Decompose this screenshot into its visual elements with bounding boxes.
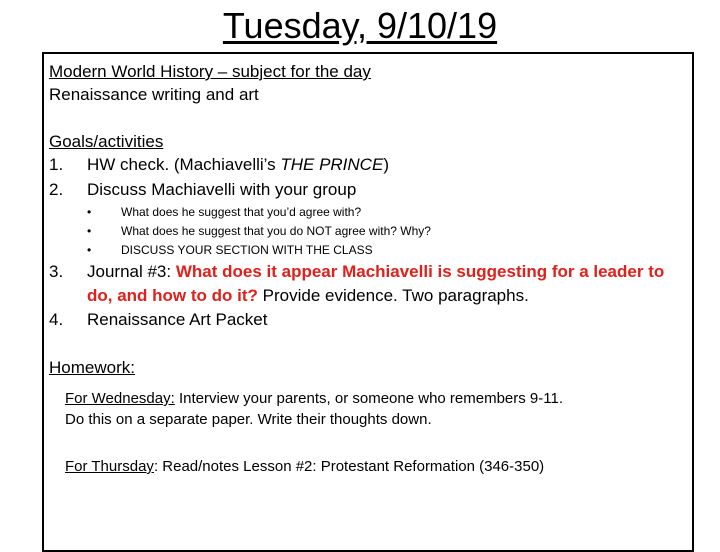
homework-thursday-text: : Read/notes Lesson #2: Protestant Reformation (346-350) xyxy=(153,458,545,475)
bullet-item-3 xyxy=(87,242,647,258)
goal-item-1-text-a: HW check. (Machiavelli’s xyxy=(87,155,281,174)
bullet-item-1-text: What does he suggest that you’d agree with? xyxy=(121,205,362,219)
slide-title-text: Tuesday, 9/10/19 xyxy=(222,5,498,46)
goal-item-3-text-b: Provide evidence. Two paragraphs. xyxy=(257,286,529,305)
homework-wednesday xyxy=(65,389,563,409)
goal-item-4 xyxy=(49,309,689,331)
goal-item-4-number: 4. xyxy=(49,310,64,329)
bullet-glyph: • xyxy=(87,224,92,238)
homework-wednesday-label: For Wednesday: xyxy=(65,390,175,407)
goal-item-2-text: Discuss Machiavelli with your group xyxy=(87,180,357,199)
subject-text: Renaissance writing and art xyxy=(49,85,259,104)
goal-item-3-question-cont: do, and how to do it? xyxy=(87,286,258,305)
homework-thursday-label: For Thursday xyxy=(65,458,154,475)
goals-heading: Goals/activities xyxy=(49,132,164,151)
homework-heading: Homework: xyxy=(49,358,135,377)
goal-item-3-line-2 xyxy=(87,285,529,307)
goal-item-1-text xyxy=(87,154,389,176)
bullet-item-1 xyxy=(87,204,647,220)
goal-item-1-text-c: ) xyxy=(383,155,389,174)
slide-title xyxy=(0,4,720,48)
bullet-glyph: • xyxy=(87,243,92,257)
bullet-item-3-text: DISCUSS YOUR SECTION WITH THE CLASS xyxy=(121,243,373,257)
bullet-item-2-text: What does he suggest that you do NOT agree with? Why? xyxy=(121,224,431,238)
bullet-item-2 xyxy=(87,223,647,239)
homework-wednesday-line-2: Do this on a separate paper. Write their thoughts down. xyxy=(65,411,432,428)
goal-item-3 xyxy=(49,261,689,307)
goal-item-1-book-title: THE PRINCE xyxy=(280,155,384,174)
homework-wednesday-line-1: Interview your parents, or someone who remembers 9-11. xyxy=(174,390,564,407)
goal-item-2 xyxy=(49,179,689,201)
goal-item-1-number: 1. xyxy=(49,155,64,174)
goal-item-3-line-1 xyxy=(87,261,664,283)
goal-item-3-text-a: Journal #3: xyxy=(87,262,176,281)
goal-item-1 xyxy=(49,154,689,176)
homework-thursday xyxy=(65,457,544,477)
goal-item-3-question: What does it appear Machiavelli is suggesting for a leader to xyxy=(175,262,665,281)
subject-heading: Modern World History – subject for the day xyxy=(49,62,371,81)
goal-item-3-number: 3. xyxy=(49,262,64,281)
bullet-glyph: • xyxy=(87,205,92,219)
goal-item-2-number: 2. xyxy=(49,180,64,199)
goal-item-4-text: Renaissance Art Packet xyxy=(87,310,268,329)
